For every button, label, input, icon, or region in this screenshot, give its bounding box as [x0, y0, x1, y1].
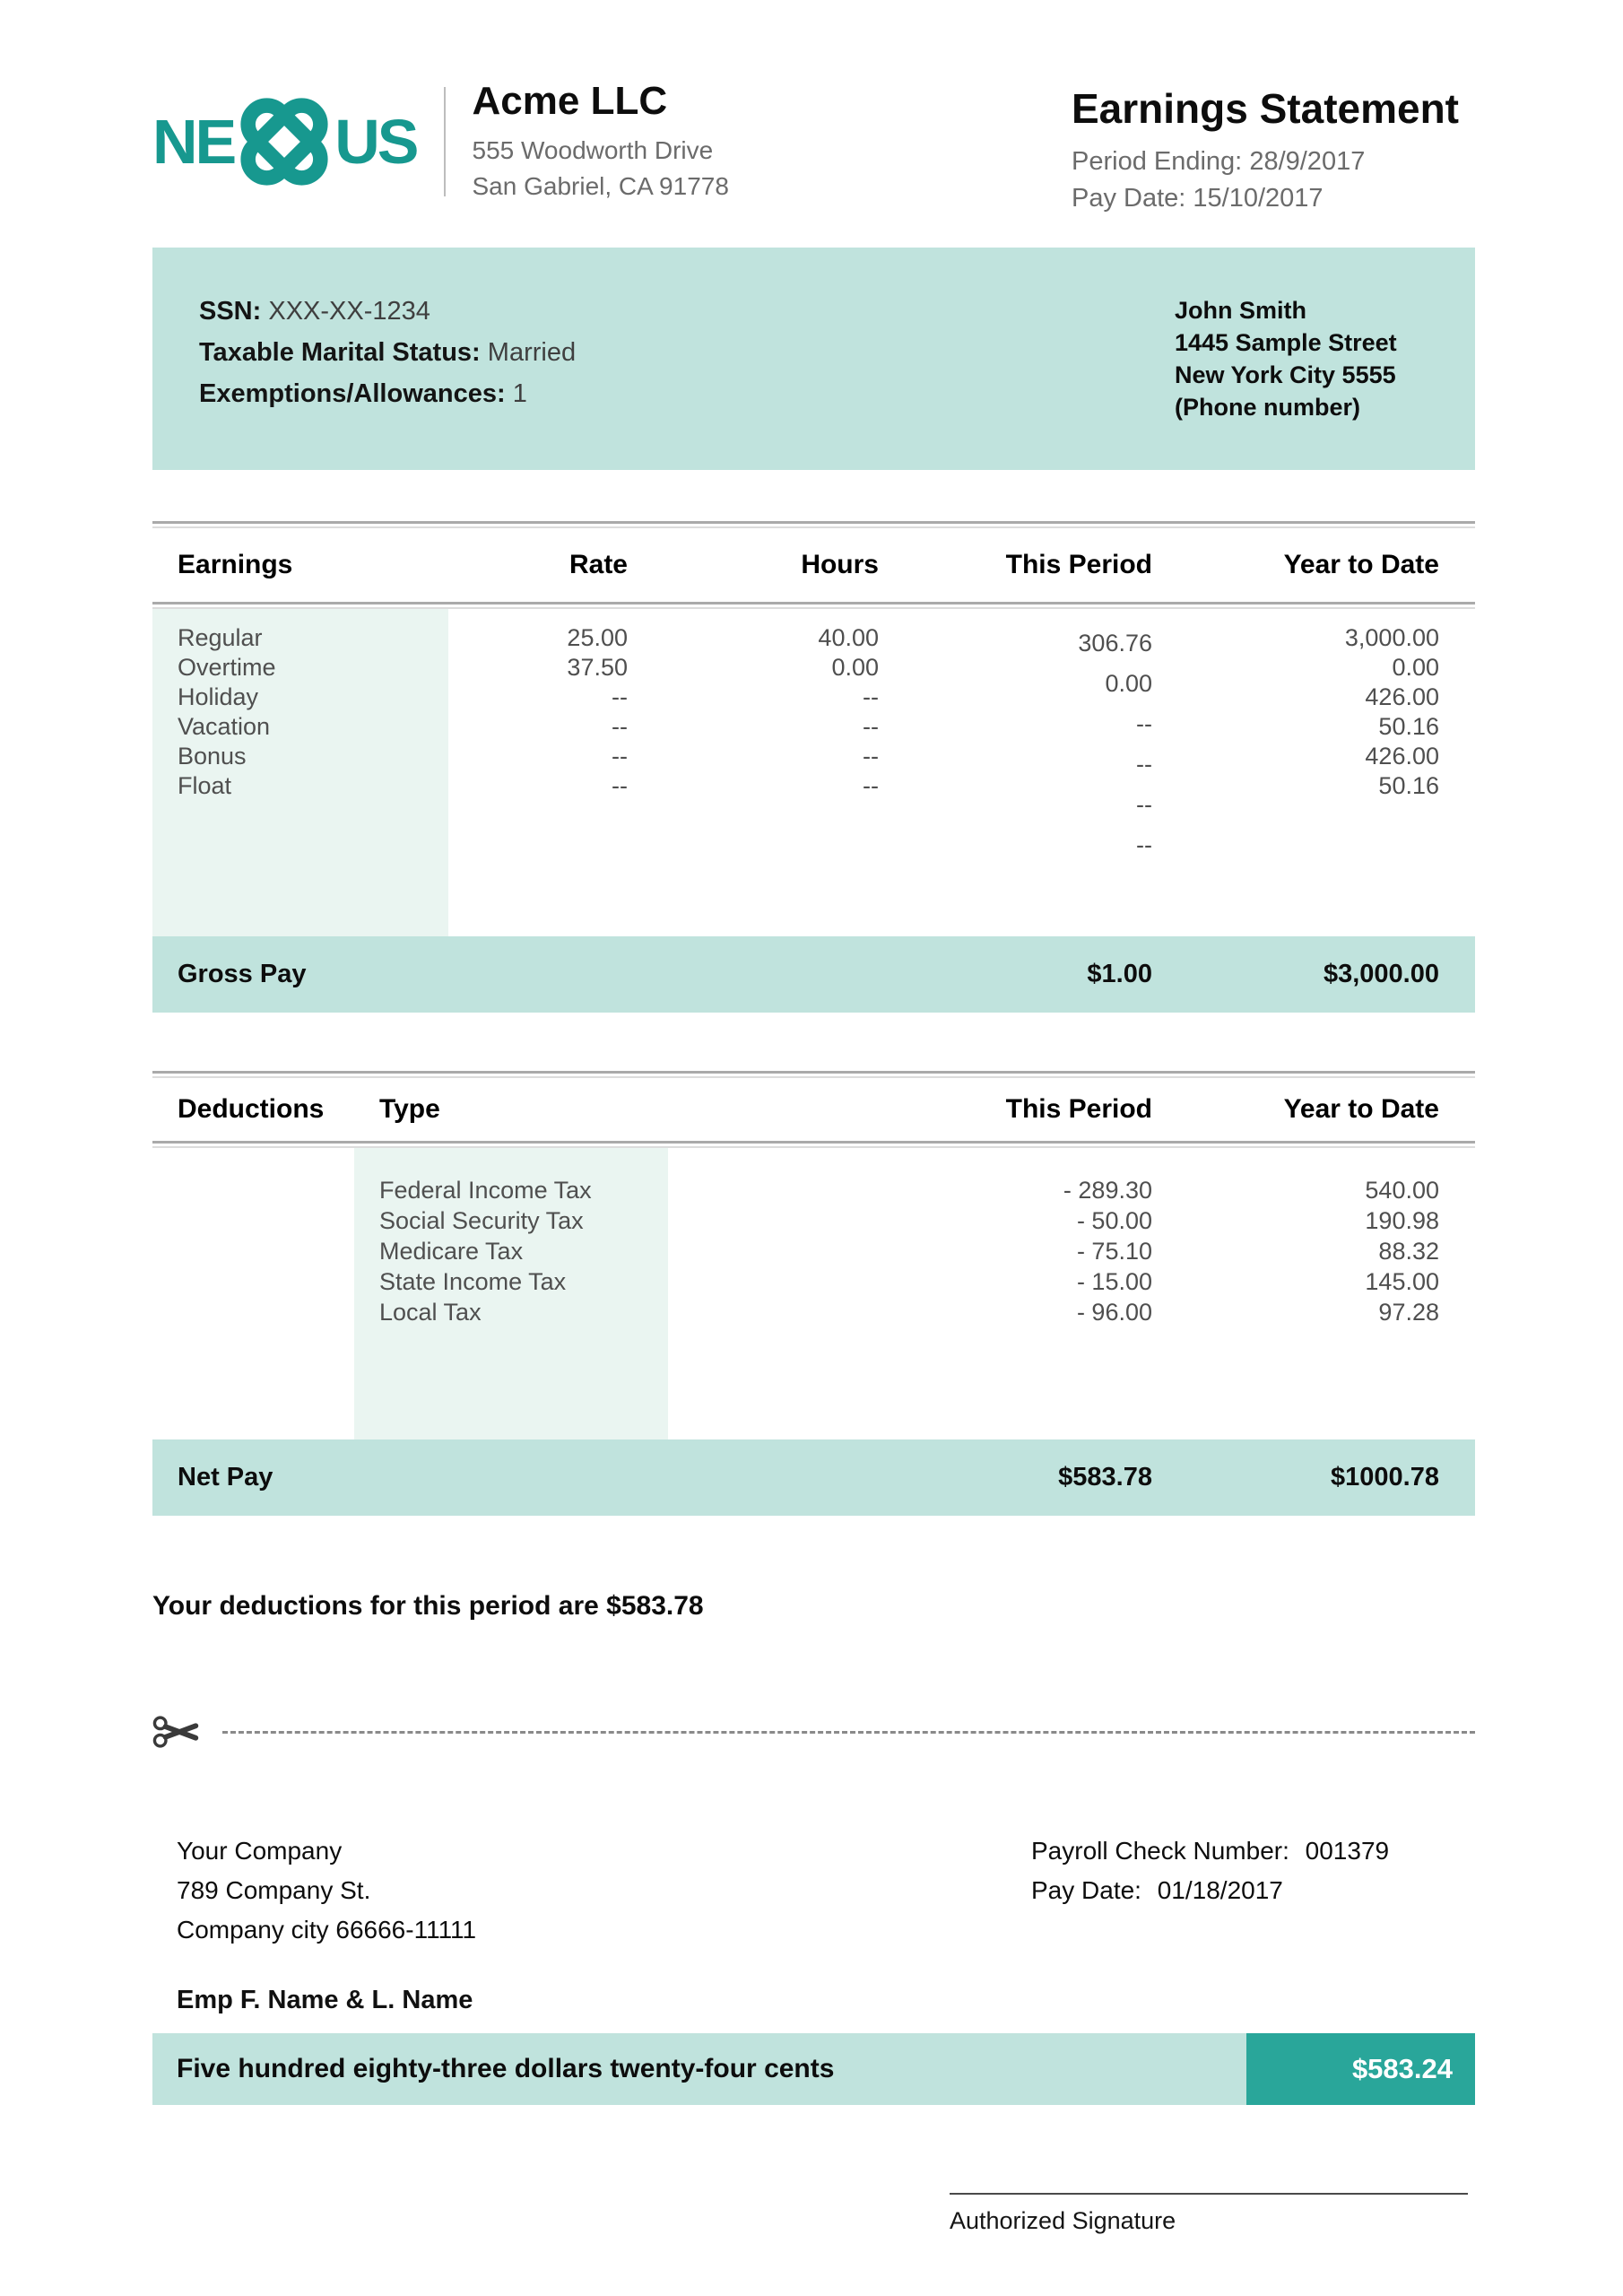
net-pay-row	[152, 1439, 1475, 1516]
this-period-value: 0.00	[1105, 670, 1152, 697]
employee-full-name: Emp F. Name & L. Name	[177, 1986, 473, 2014]
employee-name: John Smith	[1175, 297, 1306, 324]
earnings-row-label: Bonus	[178, 743, 247, 770]
earnings-header-ytd: Year to Date	[1283, 550, 1439, 579]
earnings-row-label: Overtime	[178, 654, 276, 681]
stub-company-line2: 789 Company St.	[177, 1876, 371, 1904]
employee-address-line1: 1445 Sample Street	[1175, 329, 1397, 356]
employee-tax-info	[199, 291, 576, 423]
payroll-check-line	[1031, 1831, 1475, 1871]
earnings-hours-column	[628, 623, 879, 801]
deduction-type: Medicare Tax	[379, 1238, 524, 1265]
logo-text-left: NE	[152, 107, 235, 177]
exemptions-line	[199, 373, 576, 414]
deduction-ytd-column	[1152, 1175, 1439, 1327]
deduction-this-period: - 75.10	[1076, 1238, 1152, 1265]
pay-date-value: 15/10/2017	[1193, 184, 1324, 213]
payroll-check-label: Payroll Check Number:	[1031, 1837, 1289, 1865]
marital-status-label: Taxable Marital Status:	[199, 338, 481, 367]
net-pay-this-period: $583.78	[1058, 1463, 1152, 1492]
period-ending-label: Period Ending:	[1072, 147, 1243, 176]
earnings-table	[152, 521, 1475, 1013]
amount-in-words: Five hundred eighty-three dollars twenty-four cents	[152, 2033, 1246, 2105]
deduction-this-period-column	[668, 1175, 1152, 1327]
dashed-divider	[222, 1731, 1475, 1734]
hours-value: --	[863, 683, 879, 710]
ytd-value: 50.16	[1378, 713, 1439, 740]
stub-company-line3: Company city 66666-11111	[177, 1916, 477, 1944]
ytd-value: 0.00	[1392, 654, 1439, 681]
rate-value: --	[612, 772, 628, 799]
ytd-value: 426.00	[1365, 743, 1439, 770]
deduction-ytd: 540.00	[1365, 1177, 1439, 1204]
hours-value: 0.00	[831, 654, 879, 681]
marital-status-value: Married	[487, 338, 577, 367]
stub-pay-date-value: 01/18/2017	[1157, 1876, 1283, 1904]
check-amount-bar	[152, 2033, 1475, 2105]
stub-pay-date-line	[1031, 1871, 1475, 1910]
logo-text-right: US	[334, 107, 417, 177]
earnings-this-period-column	[879, 623, 1152, 865]
gross-pay-this-period: $1.00	[1087, 960, 1152, 988]
divider	[152, 1141, 1475, 1148]
ssn-value: XXX-XX-1234	[268, 297, 430, 326]
statement-title: Earnings Statement	[1072, 85, 1459, 132]
deductions-table	[152, 1071, 1475, 1516]
rate-value: 37.50	[567, 654, 628, 681]
deductions-table-body	[152, 1148, 1475, 1439]
earnings-rows	[152, 609, 1475, 865]
deductions-header-this-period: This Period	[1005, 1094, 1152, 1124]
deduction-ytd: 190.98	[1365, 1207, 1439, 1234]
deduction-type-column	[354, 1175, 668, 1327]
stub-info-row	[152, 1831, 1475, 1950]
deduction-type: Federal Income Tax	[379, 1177, 592, 1204]
deduction-this-period: - 96.00	[1076, 1299, 1152, 1326]
gross-pay-label: Gross Pay	[178, 960, 307, 988]
earnings-header-earnings: Earnings	[178, 550, 293, 579]
rate-value: --	[612, 713, 628, 740]
gross-pay-ytd: $3,000.00	[1323, 960, 1439, 988]
stub-company-block	[152, 1831, 476, 1950]
deduction-this-period: - 289.30	[1063, 1177, 1152, 1204]
rate-value: 25.00	[567, 624, 628, 651]
stub-pay-date-label: Pay Date:	[1031, 1876, 1141, 1904]
this-period-value: --	[1136, 791, 1152, 818]
earnings-row-label: Vacation	[178, 713, 271, 740]
hours-value: --	[863, 713, 879, 740]
ytd-value: 426.00	[1365, 683, 1439, 710]
deductions-header-deductions: Deductions	[178, 1094, 325, 1124]
company-block	[473, 79, 729, 204]
company-address-line2: San Gabriel, CA 91778	[472, 172, 729, 200]
company-name: Acme LLC	[472, 79, 668, 123]
earnings-row-label: Regular	[178, 624, 263, 651]
divider	[152, 521, 1475, 528]
exemptions-label: Exemptions/Allowances:	[199, 379, 506, 408]
this-period-value: --	[1136, 751, 1152, 778]
amount-numeric: $583.24	[1246, 2033, 1475, 2105]
earnings-header-hours: Hours	[801, 550, 879, 579]
deductions-rows	[152, 1148, 1475, 1327]
marital-status-line	[199, 332, 576, 373]
stub-company-line1: Your Company	[177, 1837, 343, 1865]
this-period-value: --	[1136, 831, 1152, 858]
earnings-row-label: Float	[178, 772, 232, 799]
employee-address-line2: New York City 5555	[1175, 361, 1396, 388]
ytd-value: 3,000.00	[1344, 624, 1439, 651]
earnings-table-header	[152, 528, 1475, 602]
header	[152, 79, 1475, 217]
stub-check-block	[1031, 1831, 1475, 1950]
earnings-row-label: Holiday	[178, 683, 259, 710]
divider	[152, 602, 1475, 609]
earnings-table-body	[152, 609, 1475, 936]
rate-value: --	[612, 743, 628, 770]
hours-value: --	[863, 772, 879, 799]
chain-x-icon	[225, 83, 343, 201]
period-ending-line	[1072, 144, 1475, 180]
cut-here-line	[152, 1713, 1475, 1751]
net-pay-ytd: $1000.78	[1331, 1463, 1439, 1492]
payroll-check-value: 001379	[1305, 1837, 1390, 1865]
logo-divider	[444, 87, 446, 196]
this-period-value: 306.76	[1078, 630, 1152, 657]
earnings-label-column	[152, 623, 448, 801]
employee-info-box	[152, 248, 1475, 470]
deductions-header-type: Type	[379, 1094, 440, 1124]
hours-value: 40.00	[818, 624, 879, 651]
pay-date-line	[1072, 180, 1475, 217]
net-pay-label: Net Pay	[178, 1463, 273, 1492]
nexus-logo	[152, 83, 417, 201]
earnings-rate-column	[448, 623, 628, 801]
hours-value: --	[863, 743, 879, 770]
ssn-label: SSN:	[199, 297, 262, 326]
gross-pay-row	[152, 936, 1475, 1013]
earnings-header-this-period: This Period	[1005, 550, 1152, 579]
deduction-ytd: 97.28	[1378, 1299, 1439, 1326]
rate-value: --	[612, 683, 628, 710]
deductions-table-header	[152, 1078, 1475, 1141]
deduction-ytd: 145.00	[1365, 1268, 1439, 1295]
deduction-type: Local Tax	[379, 1299, 482, 1326]
earnings-header-rate: Rate	[568, 550, 628, 579]
company-address-line1: 555 Woodworth Drive	[472, 136, 714, 164]
deduction-this-period: - 50.00	[1076, 1207, 1152, 1234]
ssn-line	[199, 291, 576, 332]
employee-address-line3: (Phone number)	[1175, 394, 1360, 421]
pay-date-label: Pay Date:	[1072, 184, 1186, 213]
exemptions-value: 1	[512, 379, 527, 408]
deduction-ytd: 88.32	[1378, 1238, 1439, 1265]
header-left	[152, 79, 729, 204]
deductions-note: Your deductions for this period are $583.78	[152, 1591, 704, 1621]
divider	[152, 1071, 1475, 1078]
deduction-type: Social Security Tax	[379, 1207, 584, 1234]
statement-block	[1072, 79, 1475, 217]
earnings-ytd-column	[1152, 623, 1439, 801]
deductions-header-ytd: Year to Date	[1283, 1094, 1439, 1124]
this-period-value: --	[1136, 710, 1152, 737]
deduction-this-period: - 15.00	[1076, 1268, 1152, 1295]
employee-address-block	[1175, 291, 1448, 423]
scissors-icon	[152, 1713, 204, 1751]
authorized-signature-line: Authorized Signature	[950, 2193, 1468, 2235]
period-ending-value: 28/9/2017	[1249, 147, 1366, 176]
deduction-type: State Income Tax	[379, 1268, 567, 1295]
ytd-value: 50.16	[1378, 772, 1439, 799]
